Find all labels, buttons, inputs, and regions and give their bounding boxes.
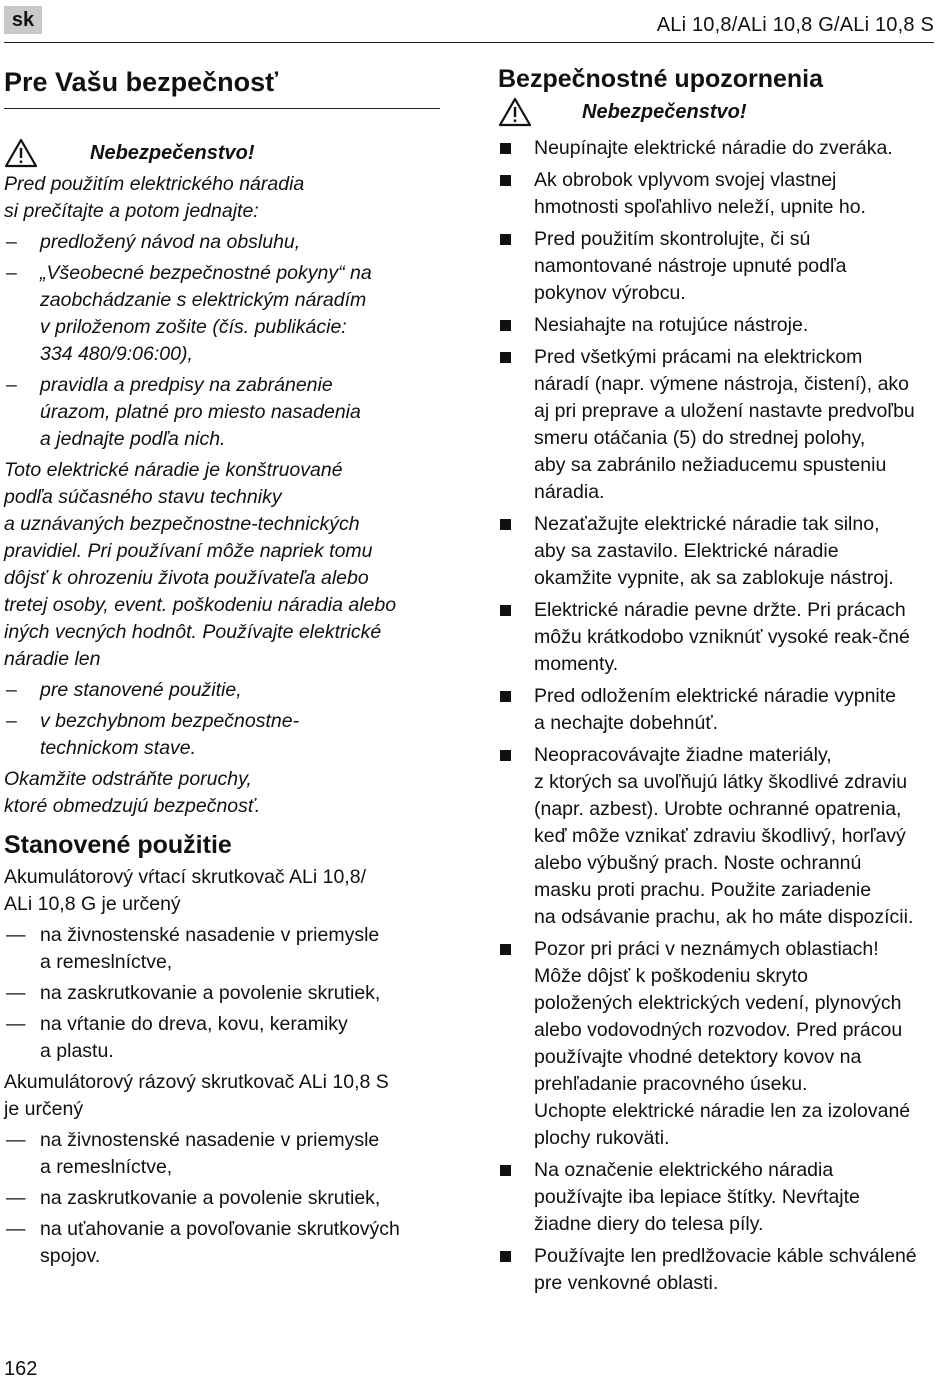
list-item: – predložený návod na obsluhu, xyxy=(6,231,301,253)
list-item: — na živnostenské nasadenie v priemysle a remeslníctve, xyxy=(6,924,380,973)
list-item: — na živnostenské nasadenie v priemysle a remeslníctve, xyxy=(6,1129,380,1178)
bullet-square-icon xyxy=(500,234,511,245)
list-item: — na uťahovanie a povoľovanie skrutkových spojov. xyxy=(6,1218,400,1267)
fix-text: Okamžite odstráňte poruchy, ktoré obmedzujú bezpečnosť. xyxy=(4,768,261,817)
list-item: Neopracovávajte žiadne materiály, z ktorých sa uvoľňujú látky škodlivé zdraviu (napr. azbest). Urobte ochranné opatrenia, keď môže vznikať zdraviu škodlivý, horľavý alebo výbušný prach. Noste ochrannú masku proti prachu. Použite zariadenie na odsávanie prachu, ak ho máte dispozícii. xyxy=(498,742,938,931)
list-item: Elektrické náradie pevne držte. Pri prácach môžu krátkodobo vzniknúť vysoké reak-čné momenty. xyxy=(498,597,938,678)
list-item: – „Všeobecné bezpečnostné pokyny“ na zaobchádzanie s elektrickým náradím v priloženom zošite (čís. publikácie: 334 480/9:06:00), xyxy=(6,262,372,365)
bullet-square-icon xyxy=(500,519,511,530)
list-item: Pozor pri práci v neznámych oblastiach! Môže dôjsť k poškodeniu skryto položených elektrických vedení, plynových alebo vodovodných rozvodov. Pred prácou používajte vhodné detektory kovov na prehľadanie pracovného úseku. Uchopte elektrické náradie len za izolované plochy rukoväti. xyxy=(498,936,938,1152)
warning-triangle-icon xyxy=(4,138,38,168)
safety-title: Pre Vašu bezpečnosť xyxy=(4,66,440,109)
list-item: Nezaťažujte elektrické náradie tak silno, aby sa zastavilo. Elektrické náradie okamžite vypnite, ak sa zablokuje nástroj. xyxy=(498,511,938,592)
bullet-square-icon xyxy=(500,175,511,186)
use-list xyxy=(4,677,440,762)
danger-warning xyxy=(498,94,938,130)
safety-notes-title: Bezpečnostné upozornenia xyxy=(498,65,824,93)
bullet-square-icon xyxy=(500,944,511,955)
list-item: – pre stanovené použitie, xyxy=(6,679,242,701)
language-tag: sk xyxy=(4,6,42,34)
bullet-square-icon xyxy=(500,1165,511,1176)
safety-list xyxy=(498,135,938,1297)
drill-intro: Akumulátorový vŕtací skrutkovač ALi 10,8/ ALi 10,8 G je určený xyxy=(4,866,366,915)
list-item: Pred všetkými prácami na elektrickom náradí (napr. výmene nástroja, čistení), ako aj pri preprave a uložení nastavte predvoľbu smeru otáčania (5) do strednej polohy, aby sa zabránilo nežiaducemu spusteniu náradia. xyxy=(498,344,938,506)
list-item: — na zaskrutkovanie a povolenie skrutiek, xyxy=(6,982,381,1004)
list-item: – pravidla a predpisy na zabránenie úrazom, platné pro miesto nasadenia a jednajte podľa nich. xyxy=(6,374,361,450)
read-list xyxy=(4,229,440,453)
danger-warning xyxy=(4,135,440,171)
danger-label: Nebezpečenstvo! xyxy=(582,100,747,123)
construction-text: Toto elektrické náradie je konštruované podľa súčasného stavu techniky a uznávaných bezpečnostne-technických pravidiel. Pri používaní môže napriek tomu dôjsť k ohrozeniu života používateľa alebo tretej osoby, event. poškodeniu náradia alebo iných vecných hodnôt. Používajte elektrické náradie len xyxy=(4,459,397,670)
list-item: Ak obrobok vplyvom svojej vlastnej hmotnosti spoľahlivo neleží, upnite ho. xyxy=(498,167,938,221)
list-item: Pred odložením elektrické náradie vypnite a nechajte dobehnúť. xyxy=(498,683,938,737)
intended-use-title: Stanovené použitie xyxy=(4,831,232,859)
list-item: Nesiahajte na rotujúce nástroje. xyxy=(498,312,938,339)
bullet-square-icon xyxy=(500,691,511,702)
list-item: Pred použitím skontrolujte, či sú namontované nástroje upnuté podľa pokynov výrobcu. xyxy=(498,226,938,307)
list-item: Používajte len predlžovacie káble schválené pre venkovné oblasti. xyxy=(498,1243,938,1297)
right-column xyxy=(498,58,938,1297)
bullet-square-icon xyxy=(500,143,511,154)
warning-triangle-icon xyxy=(498,97,532,127)
header-rule xyxy=(4,42,934,43)
bullet-square-icon xyxy=(500,1251,511,1262)
left-column xyxy=(4,58,440,1270)
drill-list xyxy=(4,922,440,1065)
page-number: 162 xyxy=(4,1358,38,1380)
list-item: Neupínajte elektrické náradie do zveráka. xyxy=(498,135,938,162)
bullet-square-icon xyxy=(500,605,511,616)
list-item: — na zaskrutkovanie a povolenie skrutiek, xyxy=(6,1187,381,1209)
list-item: Na označenie elektrického náradia používajte iba lepiace štítky. Nevŕtajte žiadne diery do telesa píly. xyxy=(498,1157,938,1238)
bullet-square-icon xyxy=(500,750,511,761)
danger-label: Nebezpečenstvo! xyxy=(90,141,255,164)
bullet-square-icon xyxy=(500,352,511,363)
list-item: — na vŕtanie do dreva, kovu, keramiky a plastu. xyxy=(6,1013,348,1062)
impact-list xyxy=(4,1127,440,1270)
impact-intro: Akumulátorový rázový skrutkovač ALi 10,8 S je určený xyxy=(4,1071,389,1120)
intro-text: Pred použitím elektrického náradia si prečítajte a potom jednajte: xyxy=(4,173,305,222)
bullet-square-icon xyxy=(500,320,511,331)
list-item: – v bezchybnom bezpečnostne- technickom stave. xyxy=(6,710,300,759)
model-header: ALi 10,8/ALi 10,8 G/ALi 10,8 S xyxy=(656,14,934,36)
